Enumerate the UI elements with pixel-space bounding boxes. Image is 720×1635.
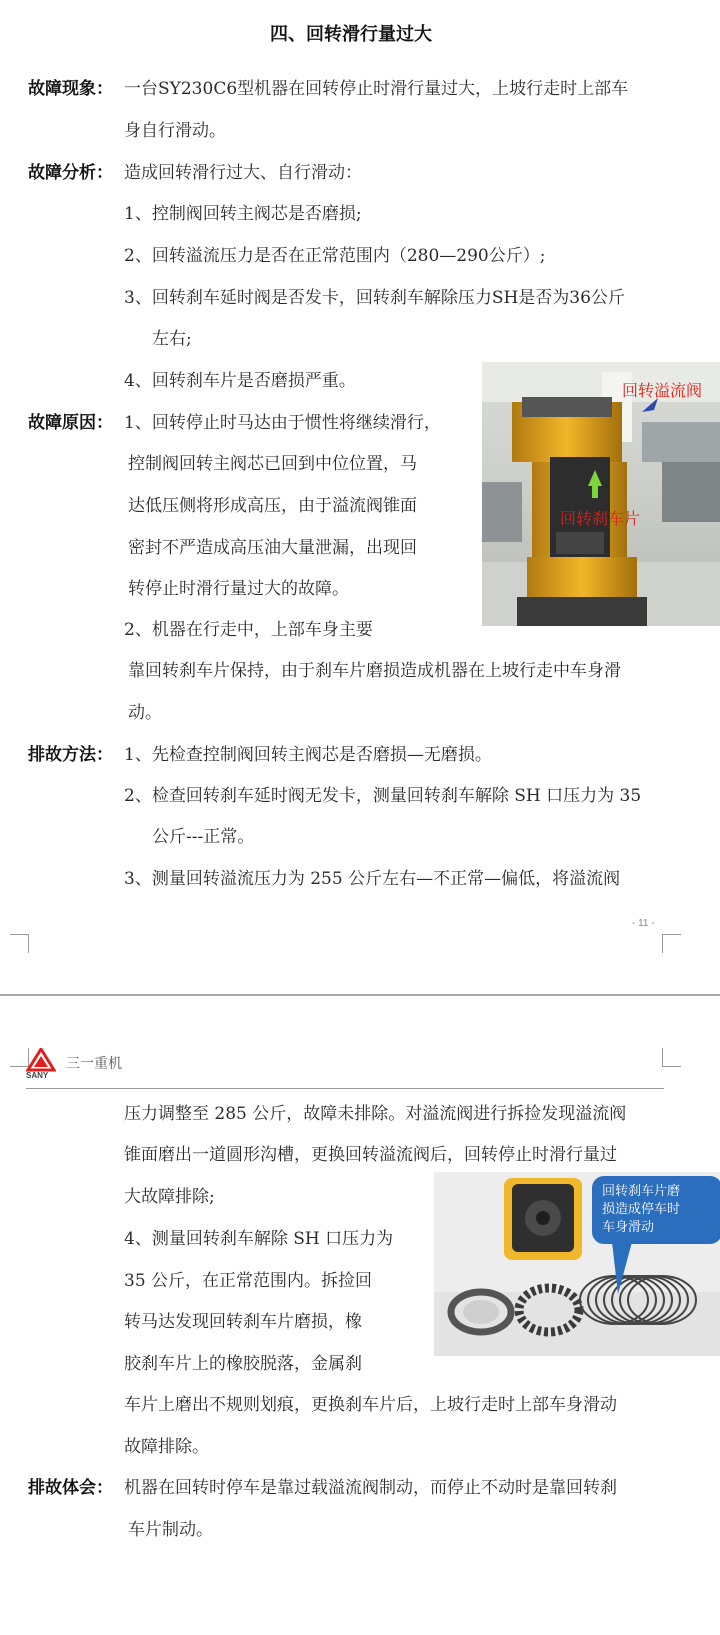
page-title: 四、回转滑行量过大 xyxy=(270,24,432,45)
method-line: 车片上磨出不规则划痕，更换刹车片后，上坡行走时上部车身滑动 xyxy=(124,1395,617,1415)
analysis-item: 3、回转刹车延时阀是否发卡，回转刹车解除压力SH是否为36公斤 xyxy=(124,288,625,308)
method-line: 转马达发现回转刹车片磨损，橡 xyxy=(124,1312,362,1332)
analysis-item: 4、回转刹车片是否磨损严重。 xyxy=(124,371,356,391)
method-line: 4、测量回转刹车解除 SH 口压力为 xyxy=(124,1229,394,1249)
relief-valve-label: 回转溢流阀 xyxy=(622,383,703,400)
cause-label: 故障原因： xyxy=(28,413,113,433)
callout-line: 车身滑动 xyxy=(602,1219,655,1234)
cause-line: 转停止时滑行量过大的故障。 xyxy=(128,579,349,599)
method-line: 公斤---正常。 xyxy=(152,827,255,847)
analysis-item: 左右; xyxy=(152,329,192,349)
cause-line: 动。 xyxy=(128,703,162,723)
method-line: 压力调整至 285 公斤，故障未排除。对溢流阀进行拆捡发现溢流阀 xyxy=(124,1104,627,1124)
brand-name: 三一重机 xyxy=(66,1055,122,1071)
crop-mark xyxy=(662,1048,681,1067)
analysis-item: 1、控制阀回转主阀芯是否磨损; xyxy=(124,204,362,224)
header-rule xyxy=(26,1088,664,1089)
cause-line: 2、机器在行走中，上部车身主要 xyxy=(124,620,373,640)
symptom-line: 身自行滑动。 xyxy=(124,121,226,141)
method-line: 大故障排除; xyxy=(124,1187,215,1207)
page-number: - 11 - xyxy=(632,918,655,929)
crop-mark xyxy=(662,934,681,953)
method-line: 2、检查回转刹车延时阀无发卡，测量回转刹车解除 SH 口压力为 35 xyxy=(124,786,642,806)
method-line: 胶刹车片上的橡胶脱落，金属刹 xyxy=(124,1354,362,1374)
brake-plates-photo xyxy=(434,1172,720,1356)
cause-line: 1、回转停止时马达由于惯性将继续滑行， xyxy=(124,413,441,433)
callout-bubble xyxy=(592,1176,720,1244)
method-label: 排故方法： xyxy=(28,745,113,765)
sany-logo-icon xyxy=(26,1048,56,1084)
cause-line: 达低压侧将形成高压，由于溢流阀锥面 xyxy=(128,496,417,516)
symptom-line: 一台SY230C6型机器在回转停止时滑行量过大，上坡行走时上部车 xyxy=(124,79,629,99)
analysis-intro: 造成回转滑行过大、自行滑动： xyxy=(124,163,362,183)
analysis-item: 2、回转溢流压力是否在正常范围内（280—290公斤）; xyxy=(124,246,546,266)
crop-mark xyxy=(10,934,29,953)
method-line: 1、先检查控制阀回转主阀芯是否磨损—无磨损。 xyxy=(124,745,492,765)
swing-motor-photo xyxy=(482,362,720,626)
brake-plate-label: 回转刹车片 xyxy=(560,511,641,528)
analysis-label: 故障分析： xyxy=(28,163,113,183)
cause-line: 靠回转刹车片保持，由于刹车片磨损造成机器在上坡行走中车身滑 xyxy=(128,661,621,681)
method-line: 3、测量回转溢流压力为 255 公斤左右—不正常—偏低，将溢流阀 xyxy=(124,869,621,889)
method-line: 故障排除。 xyxy=(124,1437,209,1457)
page-separator xyxy=(0,994,720,996)
callout-line: 回转刹车片磨 xyxy=(602,1183,681,1198)
cause-line: 控制阀回转主阀芯已回到中位位置，马 xyxy=(128,454,417,474)
logo-text: SANY xyxy=(26,1071,49,1080)
method-line: 锥面磨出一道圆形沟槽，更换回转溢流阀后，回转停止时滑行量过 xyxy=(124,1145,617,1165)
method-line: 35 公斤，在正常范围内。拆捡回 xyxy=(124,1271,373,1291)
summary-line: 机器在回转时停车是靠过载溢流阀制动，而停止不动时是靠回转刹 xyxy=(124,1478,617,1498)
symptom-label: 故障现象： xyxy=(28,79,113,99)
summary-label: 排故体会： xyxy=(28,1478,113,1498)
summary-line: 车片制动。 xyxy=(128,1520,213,1540)
callout-line: 损造成停车时 xyxy=(602,1201,681,1216)
cause-line: 密封不严造成高压油大量泄漏，出现回 xyxy=(128,538,417,558)
